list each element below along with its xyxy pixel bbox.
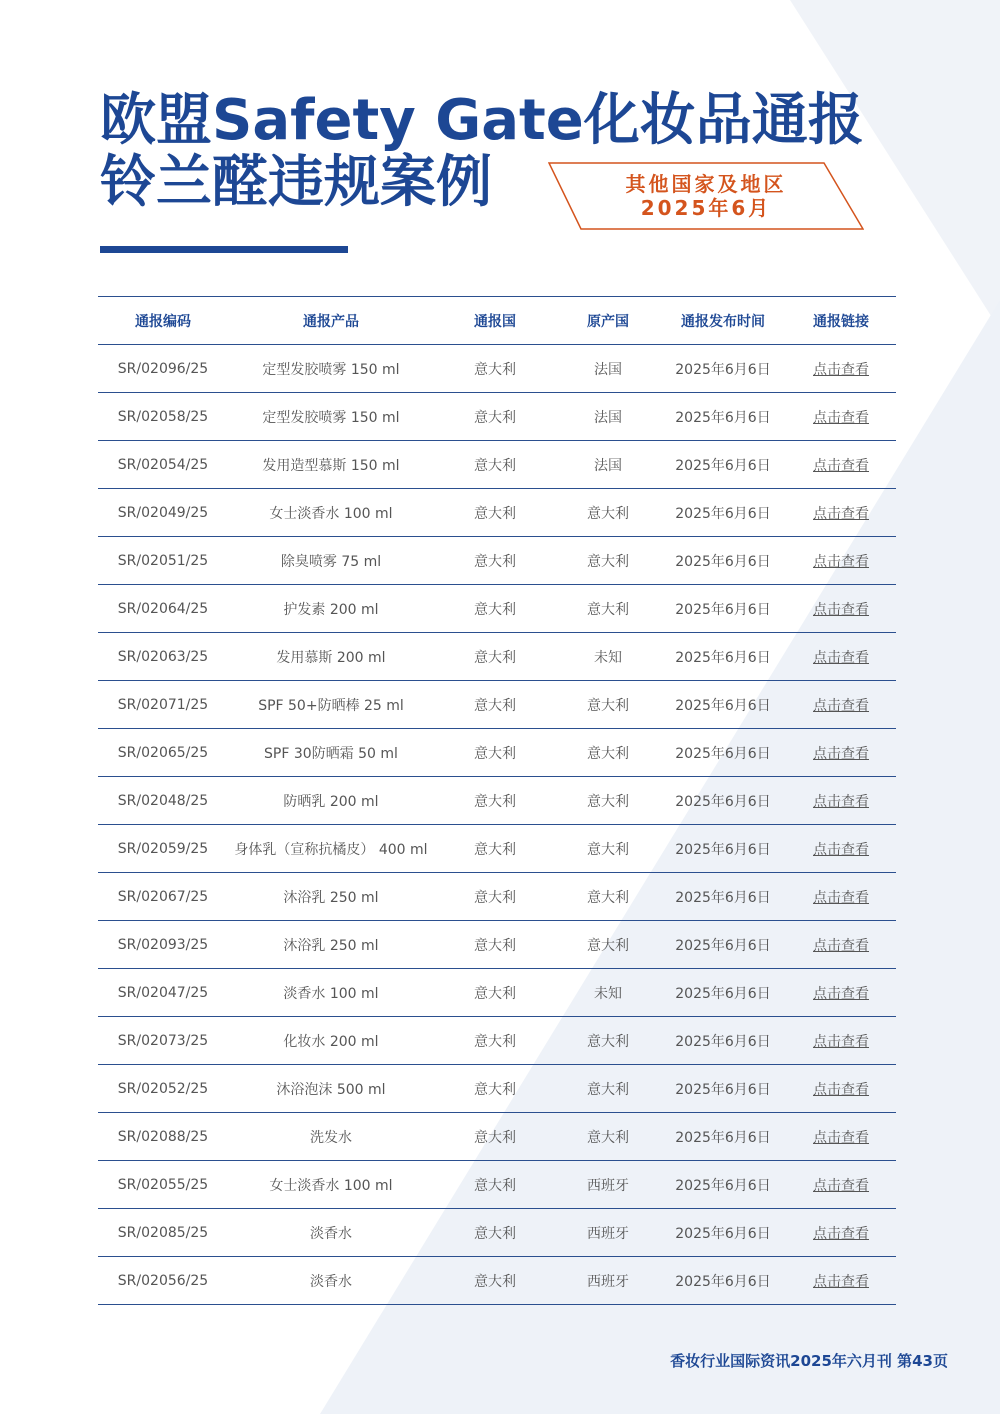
- table-row: [98, 681, 896, 729]
- origin-country: 意大利: [556, 681, 660, 729]
- product-name: 身体乳（宣称抗橘皮） 400 ml: [228, 825, 434, 873]
- origin-country: 未知: [556, 633, 660, 681]
- publish-date: 2025年6月6日: [660, 633, 786, 681]
- notification-code: SR/02047/25: [98, 969, 228, 1017]
- title-line-2: 铃兰醛违规案例: [100, 150, 492, 215]
- notifying-country: 意大利: [434, 441, 556, 489]
- view-link[interactable]: 点击查看: [786, 1161, 896, 1209]
- origin-country: 未知: [556, 969, 660, 1017]
- notification-code: SR/02059/25: [98, 825, 228, 873]
- table-row: [98, 393, 896, 441]
- notifying-country: 意大利: [434, 969, 556, 1017]
- notification-code: SR/02096/25: [98, 345, 228, 393]
- origin-country: 意大利: [556, 873, 660, 921]
- table-row: [98, 969, 896, 1017]
- view-link[interactable]: 点击查看: [786, 537, 896, 585]
- origin-country: 法国: [556, 345, 660, 393]
- origin-country: 法国: [556, 441, 660, 489]
- publish-date: 2025年6月6日: [660, 1209, 786, 1257]
- view-link[interactable]: 点击查看: [786, 969, 896, 1017]
- table-row: [98, 825, 896, 873]
- product-name: 护发素 200 ml: [228, 585, 434, 633]
- notifying-country: 意大利: [434, 489, 556, 537]
- notifying-country: 意大利: [434, 537, 556, 585]
- title-underline: [100, 246, 348, 253]
- product-name: 淡香水: [228, 1257, 434, 1305]
- notifying-country: 意大利: [434, 345, 556, 393]
- product-name: 女士淡香水 100 ml: [228, 489, 434, 537]
- region-date-tag: [548, 162, 864, 230]
- notifying-country: 意大利: [434, 1065, 556, 1113]
- publish-date: 2025年6月6日: [660, 537, 786, 585]
- table-row: [98, 873, 896, 921]
- view-link[interactable]: 点击查看: [786, 1113, 896, 1161]
- table-header-row: [98, 297, 896, 345]
- product-name: 沐浴乳 250 ml: [228, 873, 434, 921]
- product-name: 淡香水 100 ml: [228, 969, 434, 1017]
- notifying-country: 意大利: [434, 729, 556, 777]
- table-row: [98, 1257, 896, 1305]
- product-name: 淡香水: [228, 1209, 434, 1257]
- origin-country: 意大利: [556, 729, 660, 777]
- origin-country: 意大利: [556, 921, 660, 969]
- column-header-product: 通报产品: [228, 297, 434, 345]
- view-link[interactable]: 点击查看: [786, 1065, 896, 1113]
- product-name: 除臭喷雾 75 ml: [228, 537, 434, 585]
- publish-date: 2025年6月6日: [660, 1113, 786, 1161]
- view-link[interactable]: 点击查看: [786, 393, 896, 441]
- product-name: SPF 30防晒霜 50 ml: [228, 729, 434, 777]
- notification-code: SR/02052/25: [98, 1065, 228, 1113]
- notifying-country: 意大利: [434, 825, 556, 873]
- table-row: [98, 537, 896, 585]
- publish-date: 2025年6月6日: [660, 825, 786, 873]
- column-header-notifying-country: 通报国: [434, 297, 556, 345]
- product-name: 发用造型慕斯 150 ml: [228, 441, 434, 489]
- view-link[interactable]: 点击查看: [786, 1209, 896, 1257]
- table-body: [98, 345, 896, 1305]
- origin-country: 意大利: [556, 1065, 660, 1113]
- publish-date: 2025年6月6日: [660, 969, 786, 1017]
- publish-date: 2025年6月6日: [660, 1161, 786, 1209]
- view-link[interactable]: 点击查看: [786, 729, 896, 777]
- product-name: 定型发胶喷雾 150 ml: [228, 345, 434, 393]
- table-row: [98, 1065, 896, 1113]
- table-row: [98, 345, 896, 393]
- notification-code: SR/02073/25: [98, 1017, 228, 1065]
- publish-date: 2025年6月6日: [660, 777, 786, 825]
- notifying-country: 意大利: [434, 777, 556, 825]
- table-row: [98, 489, 896, 537]
- publish-date: 2025年6月6日: [660, 729, 786, 777]
- table-row: [98, 441, 896, 489]
- notification-code: SR/02067/25: [98, 873, 228, 921]
- view-link[interactable]: 点击查看: [786, 633, 896, 681]
- view-link[interactable]: 点击查看: [786, 1017, 896, 1065]
- column-header-link: 通报链接: [786, 297, 896, 345]
- publish-date: 2025年6月6日: [660, 681, 786, 729]
- origin-country: 意大利: [556, 777, 660, 825]
- view-link[interactable]: 点击查看: [786, 921, 896, 969]
- notifying-country: 意大利: [434, 1161, 556, 1209]
- publish-date: 2025年6月6日: [660, 1017, 786, 1065]
- table-row: [98, 1209, 896, 1257]
- product-name: 防晒乳 200 ml: [228, 777, 434, 825]
- origin-country: 法国: [556, 393, 660, 441]
- origin-country: 意大利: [556, 585, 660, 633]
- page-footer: 香妆行业国际资讯2025年六月刊 第43页: [670, 1352, 948, 1370]
- origin-country: 西班牙: [556, 1209, 660, 1257]
- notification-code: SR/02054/25: [98, 441, 228, 489]
- notifying-country: 意大利: [434, 633, 556, 681]
- table-row: [98, 1161, 896, 1209]
- publish-date: 2025年6月6日: [660, 345, 786, 393]
- notification-code: SR/02058/25: [98, 393, 228, 441]
- publish-date: 2025年6月6日: [660, 1065, 786, 1113]
- cases-table: [98, 296, 896, 1305]
- notifying-country: 意大利: [434, 585, 556, 633]
- column-header-code: 通报编码: [98, 297, 228, 345]
- notifying-country: 意大利: [434, 873, 556, 921]
- product-name: 洗发水: [228, 1113, 434, 1161]
- product-name: 女士淡香水 100 ml: [228, 1161, 434, 1209]
- publish-date: 2025年6月6日: [660, 873, 786, 921]
- product-name: SPF 50+防晒棒 25 ml: [228, 681, 434, 729]
- notification-code: SR/02051/25: [98, 537, 228, 585]
- notification-code: SR/02064/25: [98, 585, 228, 633]
- notifying-country: 意大利: [434, 1209, 556, 1257]
- view-link[interactable]: 点击查看: [786, 585, 896, 633]
- view-link[interactable]: 点击查看: [786, 489, 896, 537]
- notification-code: SR/02085/25: [98, 1209, 228, 1257]
- table-row: [98, 1113, 896, 1161]
- notification-code: SR/02049/25: [98, 489, 228, 537]
- publish-date: 2025年6月6日: [660, 489, 786, 537]
- origin-country: 意大利: [556, 1017, 660, 1065]
- publish-date: 2025年6月6日: [660, 441, 786, 489]
- origin-country: 意大利: [556, 489, 660, 537]
- publish-date: 2025年6月6日: [660, 585, 786, 633]
- column-header-publish-date: 通报发布时间: [660, 297, 786, 345]
- origin-country: 意大利: [556, 825, 660, 873]
- publish-date: 2025年6月6日: [660, 921, 786, 969]
- product-name: 沐浴泡沫 500 ml: [228, 1065, 434, 1113]
- table-row: [98, 633, 896, 681]
- notifying-country: 意大利: [434, 1017, 556, 1065]
- view-link[interactable]: 点击查看: [786, 1257, 896, 1305]
- tag-date: 2025年6月: [640, 196, 772, 220]
- notifying-country: 意大利: [434, 681, 556, 729]
- notification-code: SR/02056/25: [98, 1257, 228, 1305]
- view-link[interactable]: 点击查看: [786, 777, 896, 825]
- notification-code: SR/02048/25: [98, 777, 228, 825]
- view-link[interactable]: 点击查看: [786, 825, 896, 873]
- notification-code: SR/02088/25: [98, 1113, 228, 1161]
- table-row: [98, 777, 896, 825]
- title-line-1: 欧盟Safety Gate化妆品通报: [100, 88, 864, 153]
- notification-code: SR/02093/25: [98, 921, 228, 969]
- product-name: 定型发胶喷雾 150 ml: [228, 393, 434, 441]
- product-name: 发用慕斯 200 ml: [228, 633, 434, 681]
- view-link[interactable]: 点击查看: [786, 345, 896, 393]
- tag-region: 其他国家及地区: [625, 172, 787, 196]
- origin-country: 意大利: [556, 537, 660, 585]
- notification-code: SR/02063/25: [98, 633, 228, 681]
- publish-date: 2025年6月6日: [660, 1257, 786, 1305]
- notifying-country: 意大利: [434, 921, 556, 969]
- table-row: [98, 729, 896, 777]
- notifying-country: 意大利: [434, 1113, 556, 1161]
- publish-date: 2025年6月6日: [660, 393, 786, 441]
- notifying-country: 意大利: [434, 1257, 556, 1305]
- notification-code: SR/02055/25: [98, 1161, 228, 1209]
- origin-country: 西班牙: [556, 1161, 660, 1209]
- notification-code: SR/02071/25: [98, 681, 228, 729]
- view-link[interactable]: 点击查看: [786, 681, 896, 729]
- table-row: [98, 585, 896, 633]
- table-row: [98, 1017, 896, 1065]
- origin-country: 意大利: [556, 1113, 660, 1161]
- notification-code: SR/02065/25: [98, 729, 228, 777]
- view-link[interactable]: 点击查看: [786, 873, 896, 921]
- product-name: 沐浴乳 250 ml: [228, 921, 434, 969]
- notifying-country: 意大利: [434, 393, 556, 441]
- product-name: 化妆水 200 ml: [228, 1017, 434, 1065]
- view-link[interactable]: 点击查看: [786, 441, 896, 489]
- column-header-origin-country: 原产国: [556, 297, 660, 345]
- origin-country: 西班牙: [556, 1257, 660, 1305]
- table-row: [98, 921, 896, 969]
